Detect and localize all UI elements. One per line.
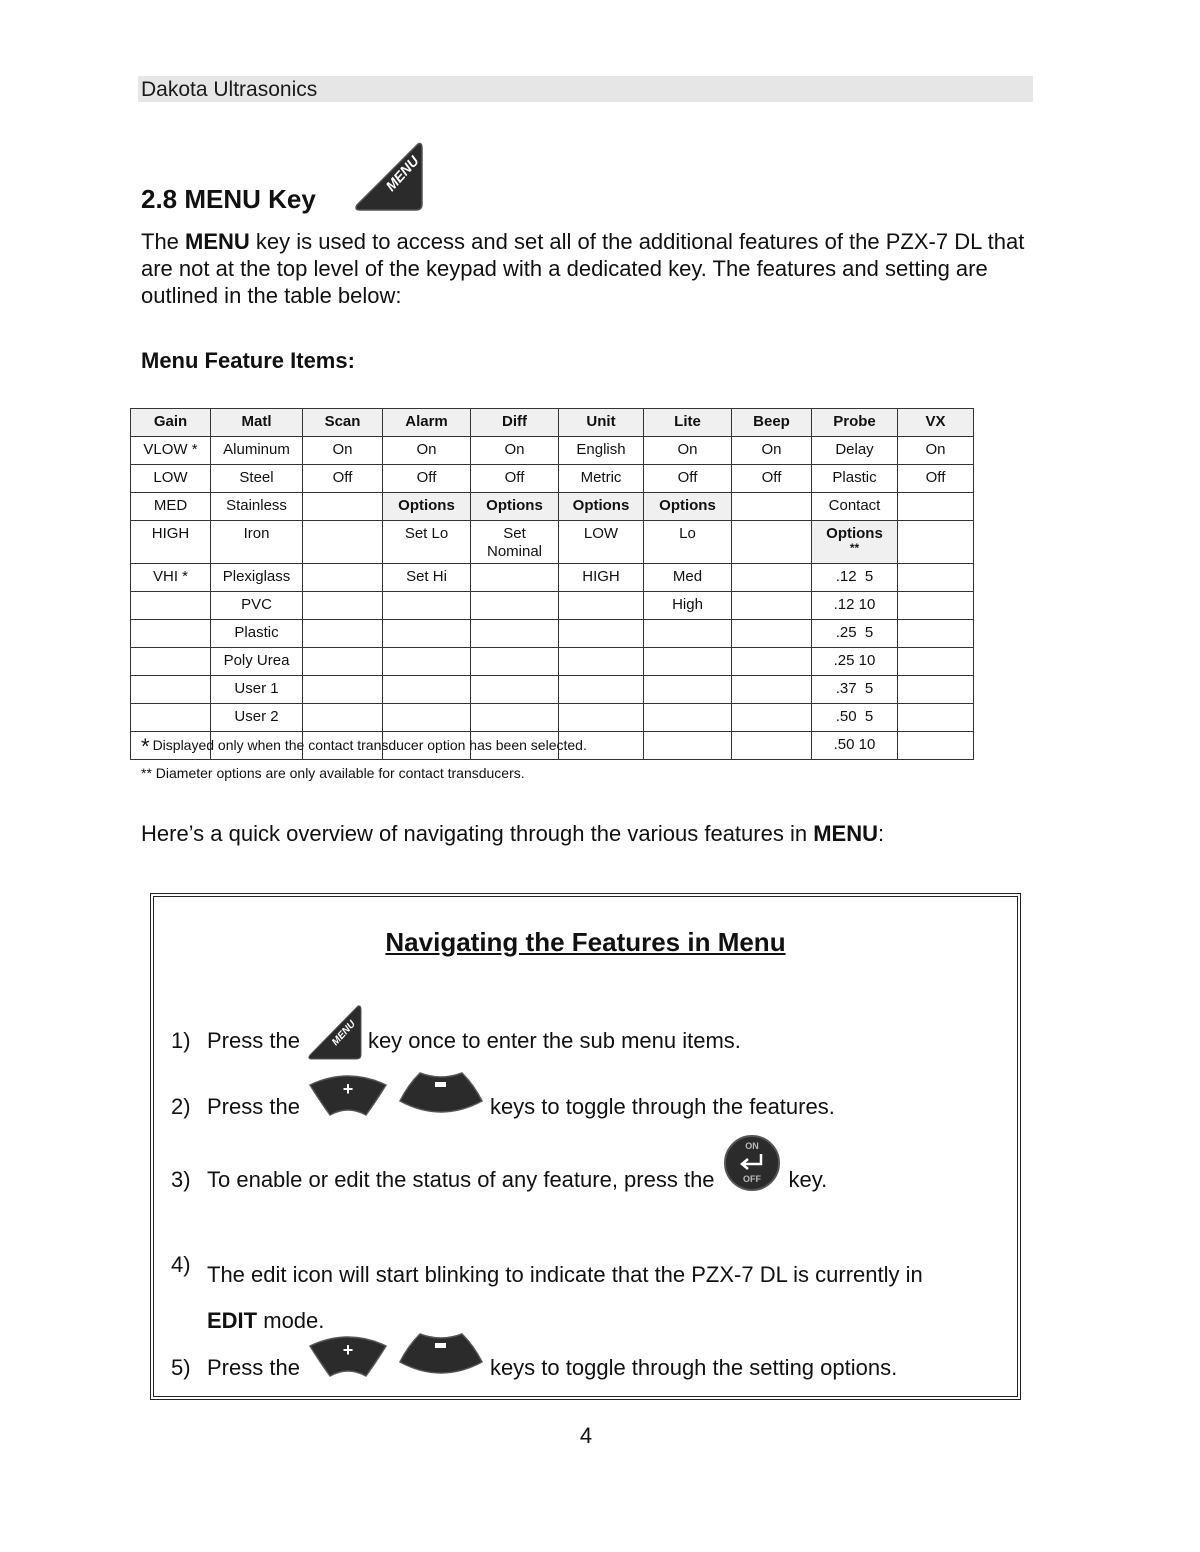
footnote-double-star: ** Diameter options are only available for contact transducers. xyxy=(141,765,525,781)
plus-key-icon xyxy=(306,1071,390,1119)
table-cell-probe: .50 5 xyxy=(812,704,898,732)
table-cell-diff xyxy=(471,676,559,704)
step-number: 4) xyxy=(171,1252,191,1277)
menu-key-label: MENU xyxy=(382,152,422,195)
table-cell-probe: Options ** xyxy=(812,521,898,564)
step-text: key once to enter the sub menu items. xyxy=(367,1028,741,1053)
on-off-enter-key-icon xyxy=(723,1134,781,1192)
table-cell-alarm xyxy=(383,592,471,620)
table-cell-unit xyxy=(559,704,644,732)
table-cell-unit xyxy=(559,620,644,648)
table-cell-scan xyxy=(303,592,383,620)
table-row xyxy=(131,465,974,493)
navigation-box xyxy=(150,893,1021,1400)
off-label: OFF xyxy=(742,1174,761,1184)
step-text: Press the xyxy=(207,1355,300,1380)
table-cell-gain xyxy=(131,592,211,620)
table-cell-beep xyxy=(732,521,812,564)
table-cell-beep xyxy=(732,620,812,648)
table-cell-vx xyxy=(898,493,974,521)
table-cell-scan xyxy=(303,648,383,676)
footnote-star-mark: * xyxy=(141,734,150,759)
table-cell-alarm xyxy=(383,676,471,704)
table-row xyxy=(131,620,974,648)
table-cell-matl: Plexiglass xyxy=(211,564,303,592)
table-cell-beep xyxy=(732,704,812,732)
step-text: To enable or edit the status of any feature, press the xyxy=(207,1167,715,1192)
table-cell-beep xyxy=(732,493,812,521)
table-cell-matl: User 1 xyxy=(211,676,303,704)
table-cell-lite: Off xyxy=(644,465,732,493)
table-cell-matl: User 2 xyxy=(211,704,303,732)
table-cell-gain: VHI * xyxy=(131,564,211,592)
step-number: 2) xyxy=(171,1094,191,1119)
table-cell-probe: .50 10 xyxy=(812,732,898,760)
table-cell-lite xyxy=(644,732,732,760)
table-cell-unit: LOW xyxy=(559,521,644,564)
table-cell-diff: Set Nominal xyxy=(471,521,559,564)
table-cell-matl: Stainless xyxy=(211,493,303,521)
table-cell-probe: Delay xyxy=(812,437,898,465)
table-cell-diff xyxy=(471,648,559,676)
table-cell-beep xyxy=(732,676,812,704)
table-cell-unit xyxy=(559,676,644,704)
step-3 xyxy=(171,1141,828,1193)
table-cell-diff xyxy=(471,620,559,648)
probe-options-note: ** xyxy=(849,541,860,555)
table-cell-unit: Options xyxy=(559,493,644,521)
step-2 xyxy=(171,1079,835,1120)
table-cell-probe: .25 5 xyxy=(812,620,898,648)
intro-text-start: The xyxy=(141,229,186,254)
minus-key-icon xyxy=(398,1067,484,1119)
col-header: Unit xyxy=(559,409,644,437)
table-cell-gain xyxy=(131,648,211,676)
section-title: 2.8 MENU Key xyxy=(141,184,316,214)
overview-bold-menu: MENU xyxy=(813,821,878,846)
step-text: keys to toggle through the setting options. xyxy=(489,1355,898,1380)
step-number: 5) xyxy=(171,1355,191,1380)
menu-key-icon xyxy=(306,1004,362,1060)
table-cell-unit: Metric xyxy=(559,465,644,493)
col-header: Alarm xyxy=(383,409,471,437)
table-cell-beep xyxy=(732,564,812,592)
table-cell-beep xyxy=(732,592,812,620)
table-row xyxy=(131,564,974,592)
step-text: keys to toggle through the features. xyxy=(489,1094,835,1119)
minus-glyph xyxy=(435,1343,446,1348)
table-cell-beep: On xyxy=(732,437,812,465)
table-cell-lite xyxy=(644,620,732,648)
table-cell-diff: Options xyxy=(471,493,559,521)
table-row xyxy=(131,648,974,676)
overview-sentence xyxy=(141,821,884,847)
table-cell-matl: Iron xyxy=(211,521,303,564)
col-header: Beep xyxy=(732,409,812,437)
table-cell-matl: Steel xyxy=(211,465,303,493)
page-number: 4 xyxy=(579,1423,593,1448)
table-cell-diff: Off xyxy=(471,465,559,493)
table-cell-matl: Poly Urea xyxy=(211,648,303,676)
plus-key-icon xyxy=(306,1332,390,1380)
table-cell-scan xyxy=(303,564,383,592)
table-row xyxy=(131,521,974,564)
step-number: 1) xyxy=(171,1028,191,1053)
table-cell-probe: Contact xyxy=(812,493,898,521)
table-cell-alarm: Set Hi xyxy=(383,564,471,592)
plus-label: + xyxy=(342,1340,354,1360)
col-header: Lite xyxy=(644,409,732,437)
overview-text: Here’s a quick overview of navigating through the various features in xyxy=(141,821,814,846)
step-text: mode. xyxy=(257,1308,325,1333)
on-label: ON xyxy=(744,1141,759,1151)
step-4-body xyxy=(207,1252,1007,1344)
step-4 xyxy=(171,1252,1007,1344)
menu-key-icon xyxy=(352,140,424,212)
intro-text-end: key is used to access and set all of the additional features of the PZX-7 DL that are not at the top level of the keypad with a dedicated key. The features and setting are outlined in the table below: xyxy=(141,229,1025,308)
table-cell-alarm: Off xyxy=(383,465,471,493)
table-cell-unit xyxy=(559,648,644,676)
table-cell-alarm xyxy=(383,704,471,732)
table-cell-scan xyxy=(303,493,383,521)
table-cell-unit: English xyxy=(559,437,644,465)
step-bold-edit: EDIT xyxy=(207,1308,258,1333)
table-row xyxy=(131,437,974,465)
table-cell-diff xyxy=(471,592,559,620)
col-header: Probe xyxy=(812,409,898,437)
table-header-row xyxy=(131,409,974,437)
table-cell-unit xyxy=(559,592,644,620)
table-cell-unit: HIGH xyxy=(559,564,644,592)
table-cell-scan xyxy=(303,521,383,564)
step-number: 3) xyxy=(171,1167,191,1192)
table-cell-diff xyxy=(471,704,559,732)
table-cell-vx xyxy=(898,620,974,648)
table-cell-probe: Plastic xyxy=(812,465,898,493)
table-cell-gain: MED xyxy=(131,493,211,521)
table-cell-lite: Med xyxy=(644,564,732,592)
navigation-box-title: Navigating the Features in Menu xyxy=(385,927,786,957)
running-header xyxy=(138,76,1033,102)
table-cell-vx: Off xyxy=(898,465,974,493)
table-cell-gain xyxy=(131,704,211,732)
step-text: Press the xyxy=(207,1028,300,1053)
table-cell-beep xyxy=(732,648,812,676)
table-cell-probe: .37 5 xyxy=(812,676,898,704)
table-cell-scan: On xyxy=(303,437,383,465)
step-5 xyxy=(171,1340,898,1381)
table-cell-diff xyxy=(471,564,559,592)
col-header: Gain xyxy=(131,409,211,437)
table-cell-scan xyxy=(303,704,383,732)
table-cell-gain xyxy=(131,676,211,704)
table-cell-scan xyxy=(303,620,383,648)
menu-feature-table xyxy=(130,408,974,760)
table-cell-alarm: Set Lo xyxy=(383,521,471,564)
table-cell-vx: On xyxy=(898,437,974,465)
table-cell-vx xyxy=(898,648,974,676)
table-cell-vx xyxy=(898,676,974,704)
minus-glyph xyxy=(435,1082,446,1087)
table-cell-beep xyxy=(732,732,812,760)
table-cell-vx xyxy=(898,704,974,732)
company-name: Dakota Ultrasonics xyxy=(141,78,318,101)
table-cell-gain: VLOW * xyxy=(131,437,211,465)
table-row xyxy=(131,592,974,620)
table-cell-alarm xyxy=(383,620,471,648)
table-cell-lite xyxy=(644,704,732,732)
table-cell-lite: Lo xyxy=(644,521,732,564)
table-cell-lite xyxy=(644,676,732,704)
table-cell-matl: Aluminum xyxy=(211,437,303,465)
col-header: Matl xyxy=(211,409,303,437)
table-row xyxy=(131,676,974,704)
col-header: Scan xyxy=(303,409,383,437)
table-cell-vx xyxy=(898,521,974,564)
table-cell-lite: Options xyxy=(644,493,732,521)
table-cell-matl: PVC xyxy=(211,592,303,620)
step-text: Press the xyxy=(207,1094,300,1119)
table-row xyxy=(131,493,974,521)
table-cell-matl: Plastic xyxy=(211,620,303,648)
intro-bold-menu: MENU xyxy=(185,229,250,254)
table-cell-vx xyxy=(898,564,974,592)
table-cell-alarm: Options xyxy=(383,493,471,521)
subheading-menu-feature-items: Menu Feature Items: xyxy=(141,348,355,373)
intro-paragraph xyxy=(141,228,1041,309)
col-header: VX xyxy=(898,409,974,437)
footnote-single-text: Displayed only when the contact transducer option has been selected. xyxy=(152,737,587,753)
table-cell-alarm: On xyxy=(383,437,471,465)
table-cell-probe: .12 5 xyxy=(812,564,898,592)
table-cell-gain: HIGH xyxy=(131,521,211,564)
step-1 xyxy=(171,1018,741,1060)
table-cell-scan xyxy=(303,676,383,704)
table-cell-lite: High xyxy=(644,592,732,620)
table-cell-diff: On xyxy=(471,437,559,465)
table-cell-vx xyxy=(898,732,974,760)
table-cell-lite: On xyxy=(644,437,732,465)
table-cell-beep: Off xyxy=(732,465,812,493)
menu-key-label: MENU xyxy=(329,1018,358,1049)
plus-label: + xyxy=(342,1079,354,1099)
table-cell-alarm xyxy=(383,648,471,676)
col-header: Diff xyxy=(471,409,559,437)
step-text: key. xyxy=(788,1167,828,1192)
footnote-single-star xyxy=(141,734,587,760)
table-cell-probe: .25 10 xyxy=(812,648,898,676)
table-cell-lite xyxy=(644,648,732,676)
table-cell-probe: .12 10 xyxy=(812,592,898,620)
table-cell-gain xyxy=(131,620,211,648)
table-cell-gain: LOW xyxy=(131,465,211,493)
table-cell-vx xyxy=(898,592,974,620)
minus-key-icon xyxy=(398,1328,484,1380)
table-row xyxy=(131,704,974,732)
table-cell-scan: Off xyxy=(303,465,383,493)
step-text: The edit icon will start blinking to indicate that the PZX-7 DL is currently in xyxy=(207,1262,923,1287)
overview-colon: : xyxy=(877,821,885,846)
